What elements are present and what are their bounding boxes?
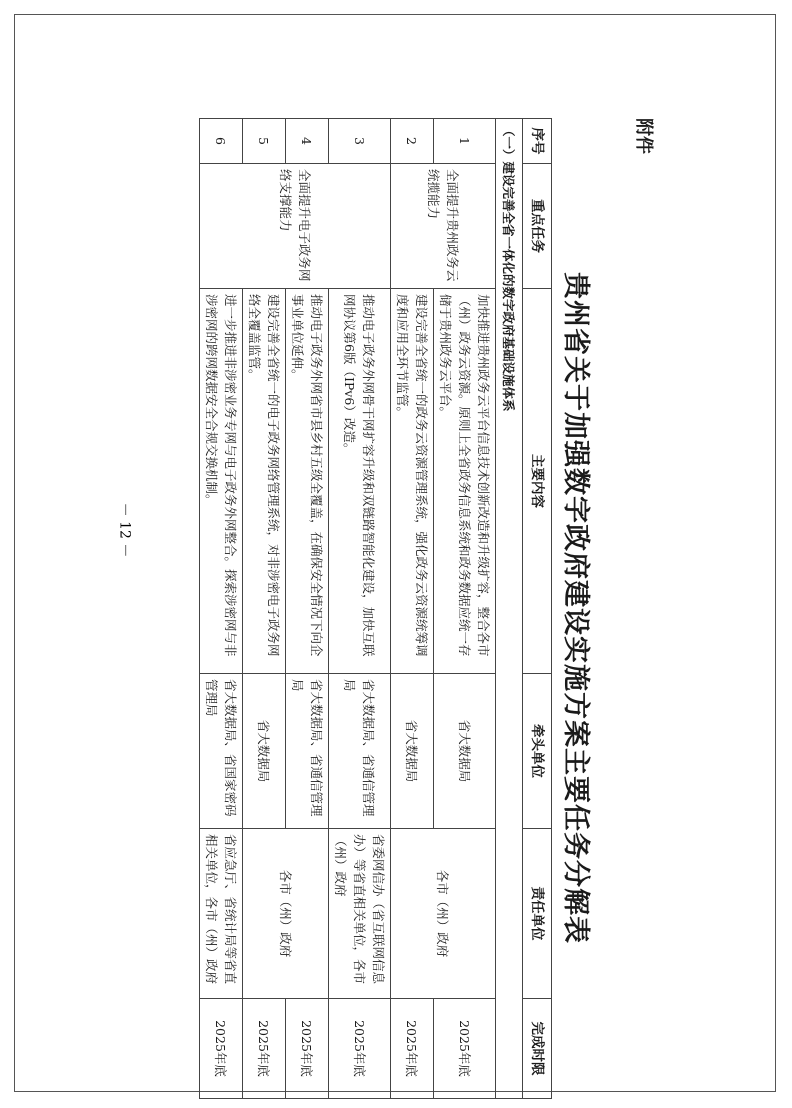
row-num: 2 bbox=[391, 119, 434, 164]
row-lead: 省大数据局、省通信管理局 bbox=[329, 674, 391, 829]
row-content: 推动电子政务外网省市县乡村五级全覆盖，在确保安全情况下向企事业单位延伸。 bbox=[286, 289, 329, 674]
row-deadline: 2025年底 bbox=[329, 999, 391, 1099]
row-num: 1 bbox=[434, 119, 496, 164]
row-lead: 省大数据局、省国家密码管理局 bbox=[200, 674, 243, 829]
task-table bbox=[199, 118, 552, 1099]
section-title: （一）建设完善全省一体化的数字政府基础设施体系 bbox=[496, 119, 523, 1099]
row-deadline: 2025年底 bbox=[200, 999, 243, 1099]
section-row bbox=[496, 119, 523, 1099]
row-content: 建设完善全省统一的电子政务网络管理系统，对非涉密电子政务网络全覆盖监管。 bbox=[243, 289, 286, 674]
row-num: 5 bbox=[243, 119, 286, 164]
page-number: － 12 － bbox=[116, 502, 133, 558]
row-num: 3 bbox=[329, 119, 391, 164]
row-num: 6 bbox=[200, 119, 243, 164]
header-content: 主要内容 bbox=[523, 289, 552, 674]
table-header-row bbox=[523, 119, 552, 1099]
header-num: 序号 bbox=[523, 119, 552, 164]
row-resp: 各市（州）政府 bbox=[243, 829, 329, 999]
row-content: 推动电子政务外网骨干网扩容升级和双链路智能化建设，加快互联网协议第6版（IPv6）改造。 bbox=[329, 289, 391, 674]
row-task: 全面提升贵州政务云统揽能力 bbox=[391, 164, 496, 289]
row-num: 4 bbox=[286, 119, 329, 164]
row-resp: 各市（州）政府 bbox=[391, 829, 496, 999]
row-lead: 省大数据局 bbox=[434, 674, 496, 829]
row-content: 进一步推进非涉密业务专网与电子政务外网整合。探索涉密网与非涉密网的跨网数据安全合规交换机制。 bbox=[200, 289, 243, 674]
header-deadline: 完成时限 bbox=[523, 999, 552, 1099]
row-deadline: 2025年底 bbox=[434, 999, 496, 1099]
header-resp: 责任单位 bbox=[523, 829, 552, 999]
row-content: 加快推进贵州政务云平台信息技术创新改造和升级扩容，整合各市（州）政务云资源。原则上全省政务信息系统和政务数据应统一存储于贵州政务云平台。 bbox=[434, 289, 496, 674]
row-resp: 省应急厅、省统计局等省直相关单位，各市（州）政府 bbox=[200, 829, 243, 999]
header-lead: 牵头单位 bbox=[523, 674, 552, 829]
row-lead: 省大数据局 bbox=[243, 674, 286, 829]
table-row bbox=[434, 119, 496, 1099]
attachment-label: 附件 bbox=[633, 118, 654, 154]
row-content: 建设完善全省统一的政务云资源管理系统，强化政务云资源统筹调度和应用全环节监管。 bbox=[391, 289, 434, 674]
document-title: 贵州省关于加强数字政府建设实施方案主要任务分解表 bbox=[560, 272, 591, 944]
row-deadline: 2025年底 bbox=[391, 999, 434, 1099]
row-resp: 省委网信办（省互联网信息办）等省直相关单位，各市（州）政府 bbox=[329, 829, 391, 999]
document-content bbox=[78, 118, 678, 1098]
row-deadline: 2025年底 bbox=[286, 999, 329, 1099]
row-deadline: 2025年底 bbox=[243, 999, 286, 1099]
row-task: 全面提升电子政务网络支撑能力 bbox=[200, 164, 391, 289]
row-lead: 省大数据局 bbox=[391, 674, 434, 829]
header-task: 重点任务 bbox=[523, 164, 552, 289]
row-lead: 省大数据局、省通信管理局 bbox=[286, 674, 329, 829]
table-row bbox=[329, 119, 391, 1099]
